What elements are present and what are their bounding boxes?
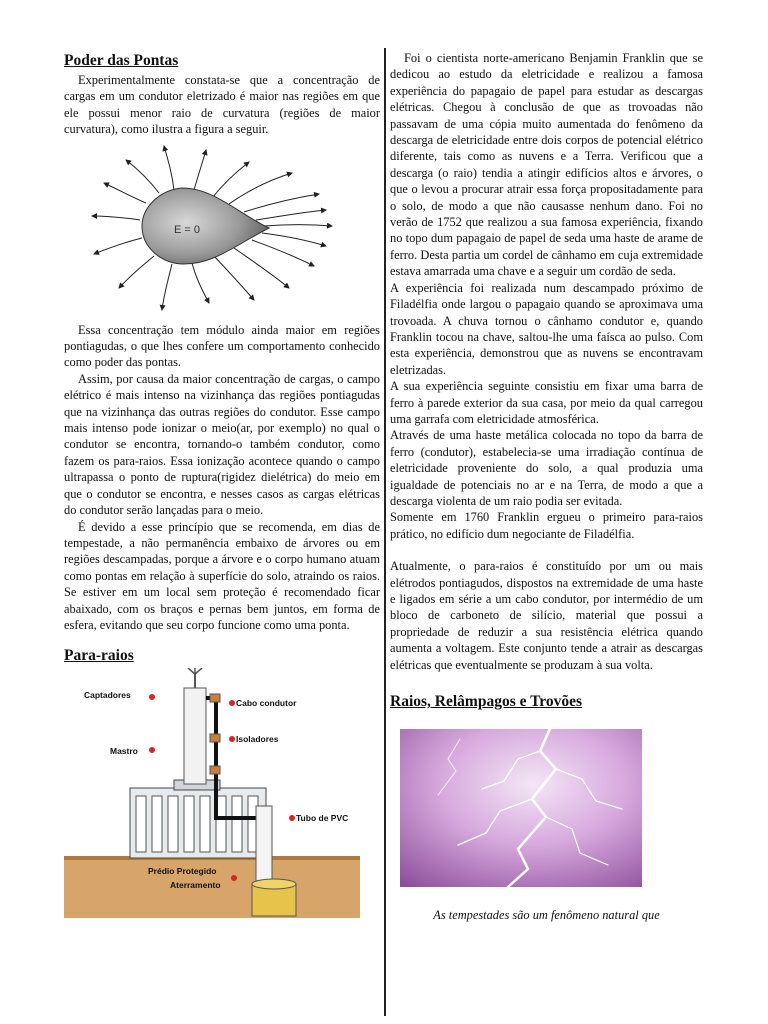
paragraph: Somente em 1760 Franklin ergueu o primeiro para-raios prático, no edifício dum negociante de Filadélfia. bbox=[390, 510, 703, 541]
right-column bbox=[390, 0, 703, 923]
field-label: E = 0 bbox=[174, 223, 200, 236]
paragraph: A experiência foi realizada num descampado próximo de Filadélfia onde largou o papagaio quando se aproximava uma trovoada. A chuva tornou o cânhamo condutor e, quando Franklin tocou na chave, saltou-lhe uma faísca ao pulso. Com esta experiência, demonstrou que as nuvens se encontravam eletrizadas. bbox=[390, 280, 703, 377]
paragraph: Assim, por causa da maior concentração de cargas, o campo elétrico é mais intenso na vizinhança das regiões pontiagudas que na vizinhança das outras regiões do condutor. Esse campo mais intenso pode ionizar o meio(ar, por exemplo) no qual o condutor se encontra, tornando-o também condutor, como fazem os para-raios. Essa ionização acontece quando o campo ultrapassa o ponto de ruptura(rigidez dielétrica) do meio em que o condutor se encontra, e nesses casos as cargas elétricas do condutor serão lançadas para o meio. bbox=[64, 371, 380, 518]
label-predio: Prédio Protegido bbox=[148, 866, 217, 877]
lightning-photo bbox=[400, 729, 642, 887]
left-column bbox=[64, 0, 380, 918]
paragraph: É devido a esse princípio que se recomenda, em dias de tempestade, a não permanência embaixo de árvores ou em regiões descampadas, porque a árvore e o corpo humano atuam como pontas em relação à superfície do solo, atraindo os raios. Se estiver em um local sem proteção é recomendado ficar abaixado, com os braços e pernas bem juntos, em forma de esfera, evitando que seu corpo funcione como uma ponta. bbox=[64, 519, 380, 632]
conductor-field-figure bbox=[64, 138, 380, 320]
label-cabo-condutor: Cabo condutor bbox=[236, 698, 297, 709]
label-mastro: Mastro bbox=[110, 746, 138, 757]
lightning-rod-diagram bbox=[64, 668, 364, 918]
column-divider bbox=[384, 48, 386, 1016]
heading-para-raios: Para-raios bbox=[64, 647, 134, 665]
heading-raios: Raios, Relâmpagos e Trovões bbox=[390, 693, 583, 711]
photo-caption: As tempestades são um fenômeno natural que bbox=[433, 908, 660, 923]
paragraph: Atualmente, o para-raios é constituído por um ou mais elétrodos pontiagudos, dispostos na extremidade de uma haste e ligados em série a um cabo condutor, por intermédio de um bloco de carboneto de silício, material que possui a propriedade de reduzir a sua resistência elétrica quando aumenta a voltagem. Este conjunto tende a atrair as descargas elétricas que eventualmente se produzam à sua volta. bbox=[390, 559, 703, 672]
paragraph: Experimentalmente constata-se que a concentração de cargas em um condutor eletrizado é maior nas regiões em que ele possui menor raio de curvatura (regiões de maior curvatura), como ilustra a figura a seguir. bbox=[64, 73, 380, 137]
paragraph: A sua experiência seguinte consistiu em fixar uma barra de ferro à parede exterior da sua casa, por meio da qual carregou uma garrafa com eletricidade atmosférica. bbox=[390, 379, 703, 426]
heading-poder-das-pontas: Poder das Pontas bbox=[64, 52, 179, 69]
paragraph: Através de uma haste metálica colocada no topo da barra de ferro (condutor), estabelecia-se uma irradiação contínua de eletricidade proveniente do solo, a qual produzia uma igualdade de potenciais no ar e na Terra, de modo a que a descarga violenta de um raio podia ser evitada. bbox=[390, 428, 703, 508]
paragraph: Foi o cientista norte-americano Benjamin Franklin que se dedicou ao estudo da eletricidade e realizou a famosa experiência do papagaio de papel para estudar as descargas elétricas. Chegou à conclusão de que as trovoadas não passavam de uma cópia muito aumentada do fenômeno da descarga de eletricidade entre dois corpos de potencial elétrico diferente, tais como as nuvens e a Terra. Verificou que a descarga (o raio) tendia a atingir edifícios altos e árvores, o que o levou a procurar atrair essa força propositadamente para o solo, de modo a que não causasse nenhum dano. Foi no verão de 1752 que realizou a sua famosa experiência, fixando no topo dum papagaio de papel de seda uma haste de arame de ferro. Desta partia um cordel de cânhamo em cuja extremidade estava amarrada uma chave e a seguir um cordão de seda. bbox=[390, 51, 703, 279]
label-aterramento: Aterramento bbox=[170, 880, 221, 891]
label-tubo-pvc: Tubo de PVC bbox=[296, 813, 349, 824]
label-captadores: Captadores bbox=[84, 690, 131, 701]
label-isoladores: Isoladores bbox=[236, 734, 279, 745]
paragraph: Essa concentração tem módulo ainda maior em regiões pontiagudas, o que lhes confere um comportamento conhecido como poder das pontas. bbox=[64, 322, 380, 370]
